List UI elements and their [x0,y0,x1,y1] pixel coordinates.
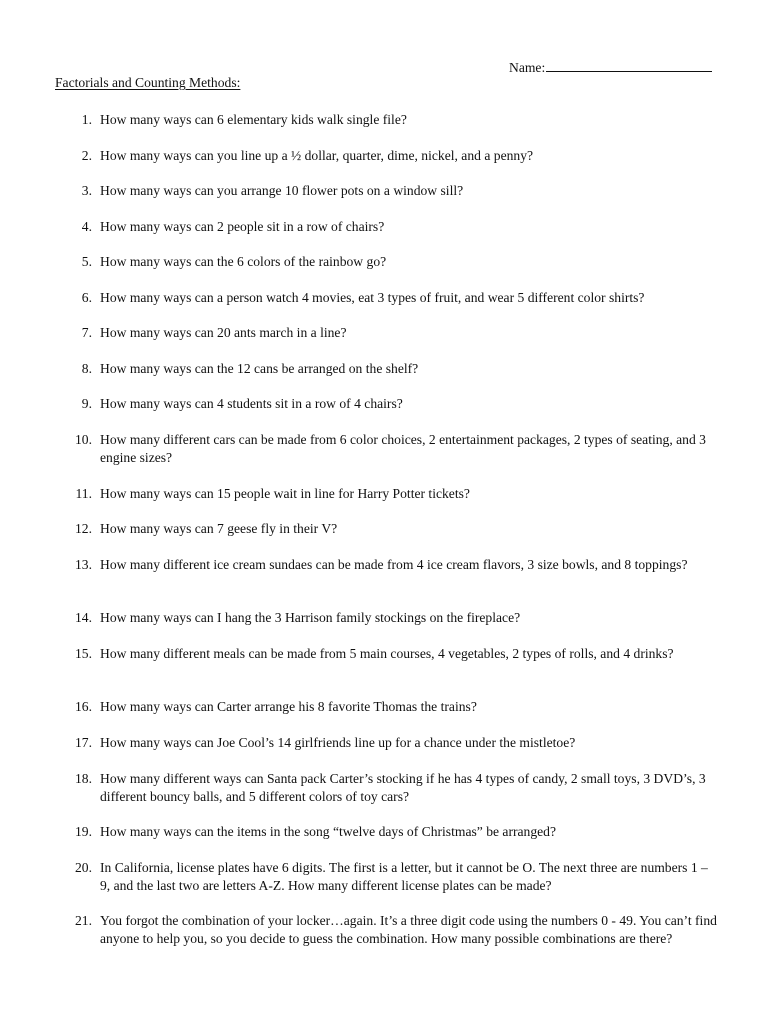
question-text: How many ways can a person watch 4 movies, eat 3 types of fruit, and wear 5 different color shirts? [100,290,645,305]
name-blank-line [546,57,712,72]
question-number: 4. [81,219,92,234]
name-field [509,57,712,77]
question-number: 13. [75,557,92,572]
question-number: 21. [75,913,92,928]
question-number: 2. [81,148,92,163]
question-number: 16. [75,699,92,714]
question-number: 11. [75,486,92,501]
question-text: How many ways can the items in the song “twelve days of Christmas” be arranged? [100,824,557,839]
question-number: 7. [81,325,92,340]
question-text: How many ways can the 6 colors of the rainbow go? [100,254,387,269]
question-text: In California, license plates have 6 digits. The first is a letter, but it cannot be O. The next three are numbers 1 – 9, and the last two are letters A-Z. How many different license plates can be made? [100,860,708,893]
question-number: 6. [81,290,92,305]
question-text: How many ways can 15 people wait in line for Harry Potter tickets? [100,486,470,501]
question-text: How many ways can Carter arrange his 8 favorite Thomas the trains? [100,699,477,714]
question-number: 17. [75,735,92,750]
question-number: 15. [75,646,92,661]
question-number: 14. [75,610,92,625]
question-text: How many ways can 7 geese fly in their V? [100,521,338,536]
name-label: Name: [509,60,546,75]
question-text: How many different cars can be made from 6 color choices, 2 entertainment packages, 2 types of seating, and 3 engine sizes? [100,432,706,465]
question-text: How many ways can I hang the 3 Harrison family stockings on the fireplace? [100,610,521,625]
question-text: How many different meals can be made from 5 main courses, 4 vegetables, 2 types of rolls, and 4 drinks? [100,646,674,661]
question-number: 5. [81,254,92,269]
question-text: How many ways can 6 elementary kids walk single file? [100,112,407,127]
question-number: 12. [75,521,92,536]
question-text: How many different ways can Santa pack Carter’s stocking if he has 4 types of candy, 2 small toys, 3 DVD’s, 3 different bouncy balls, and 5 different colors of toy cars? [100,771,706,804]
question-number: 9. [81,396,92,411]
question-text: You forgot the combination of your locker…again. It’s a three digit code using the numbers 0 - 49. You can’t find anyone to help you, so you decide to guess the combination. How many possible combinations are there? [100,913,717,946]
question-number: 18. [75,771,92,786]
question-number: 19. [75,824,92,839]
question-text: How many ways can 20 ants march in a line? [100,325,347,340]
question-number: 10. [75,432,92,447]
question-number: 3. [81,183,92,198]
question-number: 1. [81,112,92,127]
question-text: How many ways can 4 students sit in a row of 4 chairs? [100,396,403,411]
question-text: How many ways can you arrange 10 flower pots on a window sill? [100,183,464,198]
question-number: 20. [75,860,92,875]
question-number: 8. [81,361,92,376]
question-text: How many ways can 2 people sit in a row of chairs? [100,219,385,234]
question-text: How many ways can Joe Cool’s 14 girlfriends line up for a chance under the mistletoe? [100,735,576,750]
question-text: How many ways can the 12 cans be arranged on the shelf? [100,361,419,376]
question-text: How many different ice cream sundaes can be made from 4 ice cream flavors, 3 size bowls, and 8 toppings? [100,557,688,572]
worksheet-title: Factorials and Counting Methods: [55,75,241,90]
question-text: How many ways can you line up a ½ dollar, quarter, dime, nickel, and a penny? [100,148,534,163]
